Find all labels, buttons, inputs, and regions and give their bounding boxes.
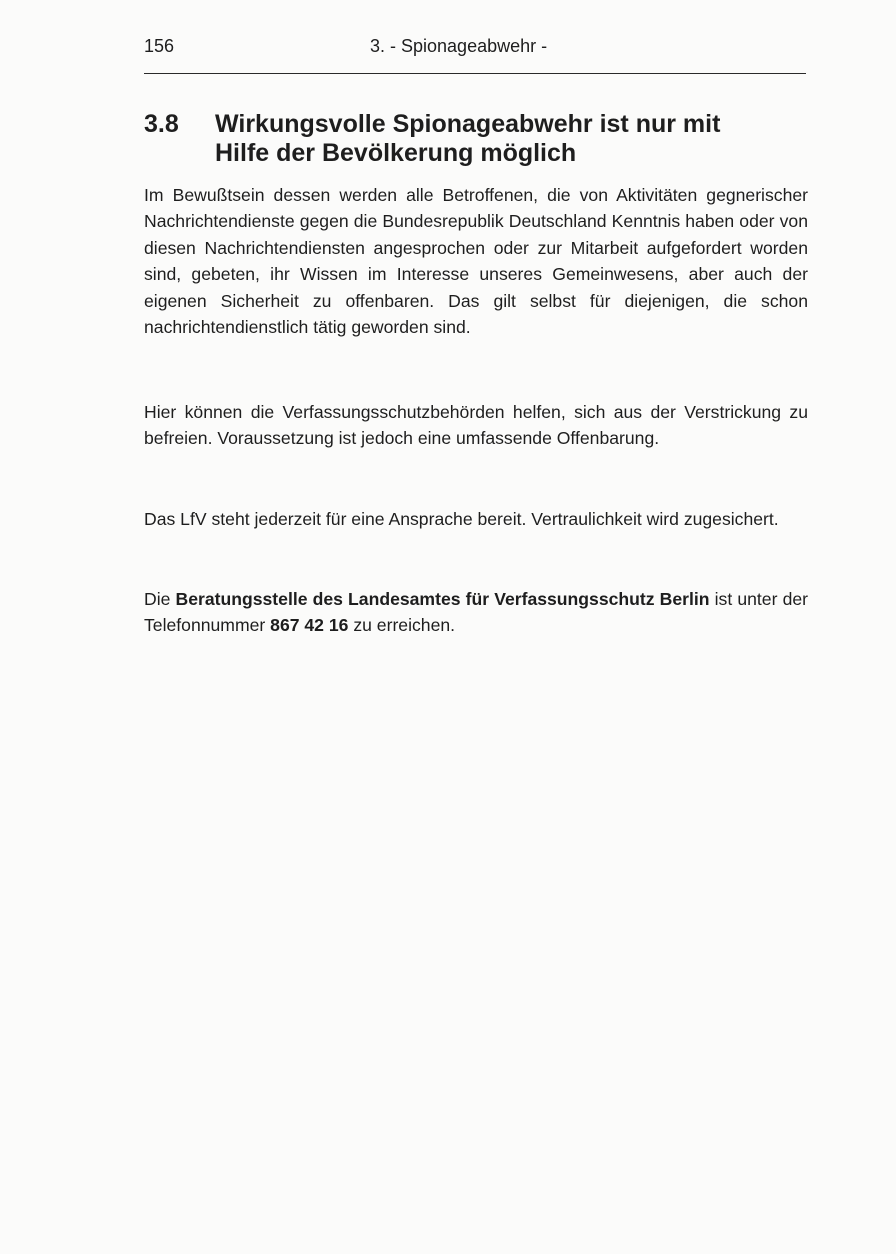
paragraph-intro: Im Bewußtsein dessen werden alle Betroffenen, die von Aktivitäten gegnerischer Nachrichtendienste gegen die Bundesrepublik Deutschland Kenntnis haben oder von diesen Nachrichtendiensten angesprochen oder zur Mitarbeit aufgefordert worden sind, gebeten, ihr Wissen im Interesse unseres Gemeinwesens, aber auch der eigenen Sicherheit zu offenbaren. Das gilt selbst für diejenigen, die schon nachrichtendienstlich tätig geworden sind. — [144, 185, 808, 338]
paragraph-confidentiality: Das LfV steht jederzeit für eine Ansprache bereit. Vertraulichkeit wird zugesichert. — [144, 509, 779, 529]
page-number: 156 — [144, 36, 175, 56]
section-title: Wirkungsvolle Spionageabwehr ist nur mit Hilfe der Bevölkerung möglich — [215, 110, 721, 167]
header-divider — [144, 73, 806, 74]
paragraph-contact — [144, 586, 808, 639]
section-number: 3.8 — [144, 110, 179, 138]
contact-tail-text: zu erreichen. — [348, 615, 456, 636]
counseling-office-name: Beratungsstelle des Landesamtes für Verfassungsschutz Berlin — [175, 589, 710, 609]
phone-number: 867 42 16 — [270, 615, 349, 636]
contact-lead-text: Die — [144, 589, 176, 609]
running-title: 3. - Spionageabwehr - — [370, 36, 548, 56]
running-header — [144, 34, 806, 58]
paragraph-help: Hier können die Verfassungsschutzbehörden helfen, sich aus der Verstrickung zu befreien. Voraussetzung ist jedoch eine umfassende Offenbarung. — [144, 402, 808, 449]
contact-middle-text: ist unter der Telefonnummer — [144, 589, 808, 636]
